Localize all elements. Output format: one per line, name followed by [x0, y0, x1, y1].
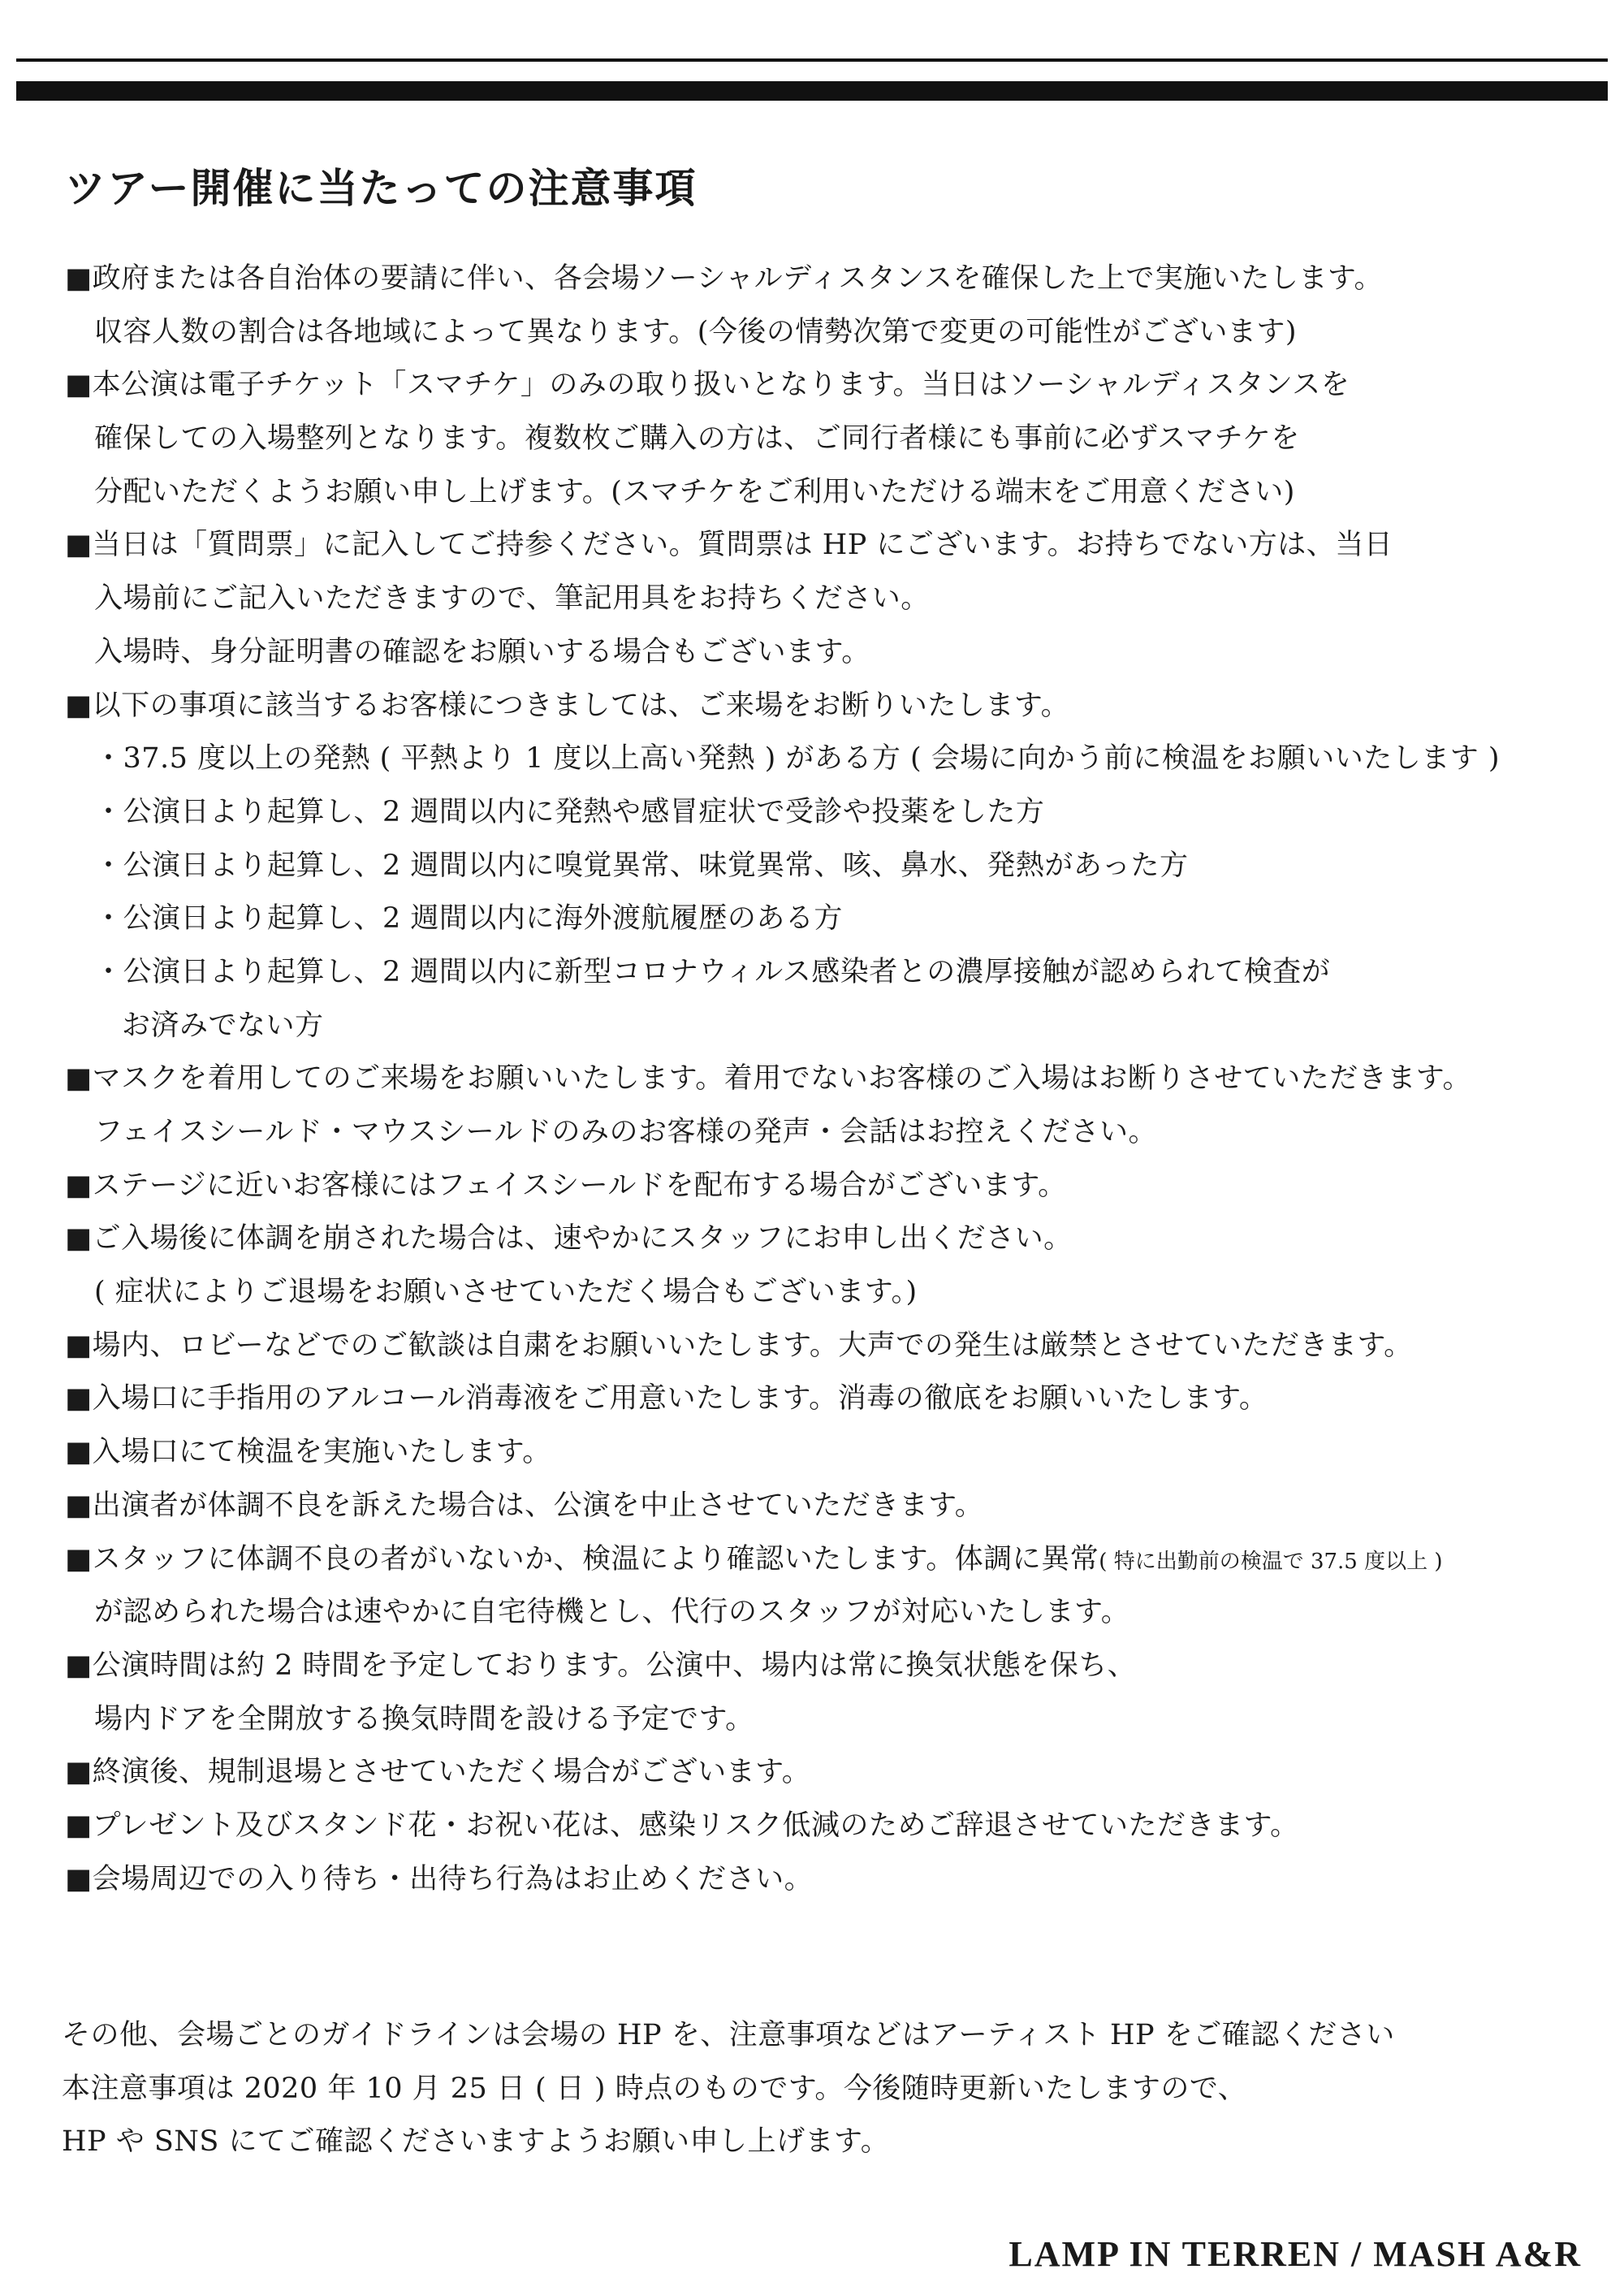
notice-text: 場内ドアを全開放する換気時間を設ける予定です。: [94, 1702, 754, 1736]
notice-text: 入場時、身分証明書の確認をお願いする場合もございます。: [94, 635, 870, 668]
notice-item: [65, 1372, 1608, 1426]
notice-text: ■公演時間は約 2 時間を予定しております。公演中、場内は常に換気状態を保ち、: [65, 1649, 1137, 1682]
notice-continuation: [65, 306, 1608, 360]
notice-text: 分配いただくようお願い申し上げます。(スマチケをご利用いただける端末をご用意ください): [94, 475, 1295, 508]
notice-text: お済みでない方: [122, 1009, 324, 1042]
notice-text: ■出演者が体調不良を訴えた場合は、公演を中止させていただきます。: [65, 1489, 984, 1522]
notice-text: ■ご入場後に体調を崩された場合は、速やかにスタッフにお申し出ください。: [65, 1222, 1073, 1256]
notice-text: ・公演日より起算し、2 週間以内に嗅覚異常、味覚異常、咳、鼻水、発熱があった方: [94, 849, 1189, 882]
notice-continuation: [65, 1693, 1608, 1747]
notice-text: ■以下の事項に該当するお客様につきましては、ご来場をお断りいたします。: [65, 689, 1070, 722]
page-title: ツアー開催に当たっての注意事項: [65, 164, 698, 212]
notice-continuation: [65, 1266, 1608, 1320]
top-divider-thick: [16, 81, 1608, 101]
notice-item: [65, 1213, 1608, 1266]
notice-text: ■本公演は電子チケット「スマチケ」のみの取り扱いとなります。当日はソーシャルディスタンスを: [65, 369, 1350, 402]
notice-list: [65, 253, 1608, 1906]
notice-continuation: [65, 626, 1608, 680]
notice-item: [65, 1160, 1608, 1213]
notice-text: ■マスクを着用してのご来場をお願いいたします。着用でないお客様のご入場はお断りさせていただきます。: [65, 1062, 1471, 1096]
signature: LAMP IN TERREN / MASH A&R: [1009, 2234, 1582, 2274]
notice-text: が認められた場合は速やかに自宅待機とし、代行のスタッフが対応いたします。: [94, 1596, 1130, 1629]
notice-item: [65, 1533, 1608, 1587]
notice-item: [65, 1426, 1608, 1480]
notice-item: [65, 1746, 1608, 1800]
notice-text: ・公演日より起算し、2 週間以内に新型コロナウィルス感染者との濃厚接触が認められて検査が: [94, 955, 1331, 988]
notice-text: 確保しての入場整列となります。複数枚ご購入の方は、ご同行者様にも事前に必ずスマチケを: [94, 422, 1300, 456]
notice-text: ■スタッフに体調不良の者がいないか、検温により確認いたします。体調に異常: [65, 1542, 1099, 1576]
notice-text: フェイスシールド・マウスシールドのみのお客様の発声・会話はお控えください。: [94, 1116, 1157, 1148]
notice-continuation: [65, 1586, 1608, 1640]
notice-text: ■入場口にて検温を実施いたします。: [65, 1436, 551, 1469]
notice-continuation: [65, 466, 1608, 520]
notice-item: [65, 1853, 1608, 1907]
notice-item: [65, 1640, 1608, 1693]
notice-text: ■プレゼント及びスタンド花・お祝い花は、感染リスク低減のためご辞退させていただきます。: [65, 1809, 1299, 1842]
notice-text: ■当日は「質問票」に記入してご持参ください。質問票は HP にございます。お持ちでない方は、当日: [65, 529, 1393, 562]
notice-continuation: [65, 1106, 1608, 1160]
top-divider-thin: [16, 58, 1608, 62]
notice-item: [65, 1053, 1608, 1106]
notice-text: 収容人数の割合は各地域によって異なります。(今後の情勢次第で変更の可能性がございます): [94, 315, 1298, 348]
notice-bullet: [65, 786, 1608, 840]
notice-text: ・公演日より起算し、2 週間以内に発熱や感冒症状で受診や投薬をした方: [94, 795, 1045, 828]
notice-text: ■会場周辺での入り待ち・出待ち行為はお止めください。: [65, 1862, 814, 1895]
notice-continuation: [65, 573, 1608, 626]
footer-notes: [62, 2009, 1605, 2169]
notice-bullet: [65, 893, 1608, 946]
notice-text: ・公演日より起算し、2 週間以内に海外渡航履歴のある方: [94, 902, 843, 936]
footer-line: 本注意事項は 2020 年 10 月 25 日 ( 日 ) 時点のものです。今後随時更新いたしますので、: [62, 2072, 1247, 2105]
notice-text: ■終演後、規制退場とさせていただく場合がございます。: [65, 1756, 811, 1789]
notice-item: [65, 1480, 1608, 1533]
notice-item: [65, 253, 1608, 306]
notice-item: [65, 1800, 1608, 1853]
notice-bullet: [65, 840, 1608, 893]
footer-line: HP や SNS にてご確認くださいますようお願い申し上げます。: [62, 2125, 890, 2159]
notice-text: 入場前にご記入いただきますので、筆記用具をお持ちください。: [94, 582, 930, 616]
notice-item: [65, 680, 1608, 733]
notice-text: ( 症状によりご退場をお願いさせていただく場合もございます。): [94, 1276, 918, 1309]
notice-text: ■場内、ロビーなどでのご歓談は自粛をお願いいたします。大声での発生は厳禁とさせていただきます。: [65, 1329, 1413, 1362]
notice-item: [65, 1320, 1608, 1373]
notice-bullet-continuation: [65, 1000, 1608, 1053]
notice-item: [65, 519, 1608, 573]
notice-continuation: [65, 413, 1608, 466]
footer-line: その他、会場ごとのガイドラインは会場の HP を、注意事項などはアーティスト HP をご確認ください: [62, 2019, 1395, 2051]
notice-text: ■政府または各自治体の要請に伴い、各会場ソーシャルディスタンスを確保した上で実施いたします。: [65, 262, 1384, 295]
notice-text: ■入場口に手指用のアルコール消毒液をご用意いたします。消毒の徹底をお願いいたします。: [65, 1382, 1268, 1416]
notice-text: ■ステージに近いお客様にはフェイスシールドを配布する場合がございます。: [65, 1169, 1067, 1202]
notice-note: ( 特に出勤前の検温で 37.5 度以上 ): [1099, 1549, 1443, 1574]
notice-bullet: [65, 946, 1608, 1000]
notice-item: [65, 359, 1608, 413]
notice-text: ・37.5 度以上の発熱 ( 平熱より 1 度以上高い発熱 ) がある方 ( 会場に向かう前に検温をお願いいたします ): [94, 742, 1501, 776]
notice-bullet: [65, 733, 1608, 786]
